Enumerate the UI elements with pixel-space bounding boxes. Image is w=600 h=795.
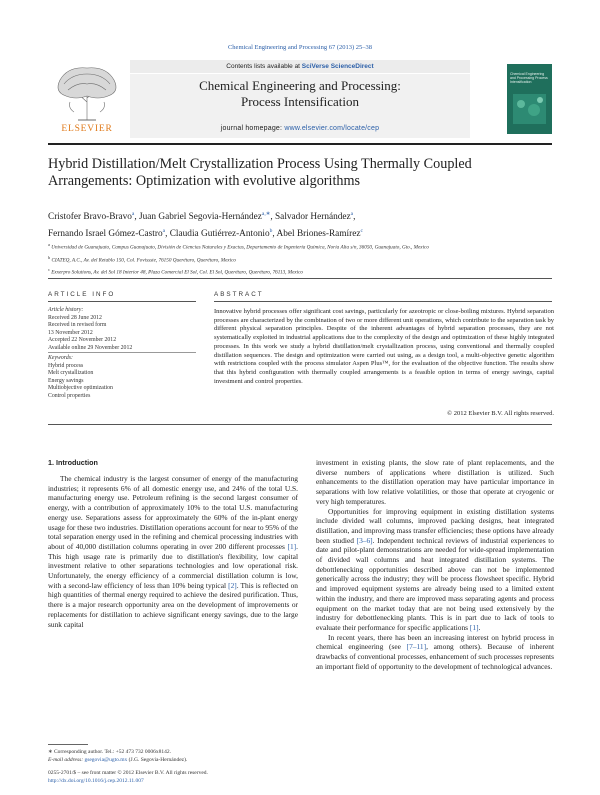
abstract-text: Innovative hybrid processes offer significant cost savings, particularly for azeotropic or close-boiling mixtures. Hybrid separation processes are characterized by the combination of two or more different unit operations, which contribute to the separation task by different physical separation principles. Despite of the inherent advantages of hybrid separation processes, they are not systematically exploited in industrial applications due to the complexity of the design and optimization of these highly integrated processes. In this work we study a hybrid distillation/melt crystallization process, using conventional and thermally coupled distillation sequences. The design and optimization were carried out using, as a design tool, a multi-objective genetic algorithm with restrictions coupled with the process simulator Aspen Plus™, for the evaluation of the objective function. The results show that this hybrid configuration with thermally coupled arrangements is a feasible option in terms of energy savings, capital investment and control properties.: [214, 308, 554, 385]
elsevier-wordmark: ELSEVIER: [61, 124, 113, 134]
elsevier-logo: [48, 62, 126, 138]
history-label: Article history:: [48, 307, 84, 313]
article-history: [48, 307, 196, 353]
author-list: [48, 208, 552, 241]
journal-homepage: [130, 125, 470, 132]
article-title: [48, 156, 548, 190]
body-column-right: [316, 458, 554, 671]
email-note: E-mail address: gsegovia@ugto.mx (J.G. Segovia-Hernández).: [48, 756, 188, 763]
abstract-bottom-rule: [48, 424, 552, 425]
front-matter: [48, 770, 298, 785]
journal-title: [130, 78, 470, 109]
author-line-2: Fernando Israel Gómez-Castro$^a$, Claudia Gutiérrez-Antonio$^b$, Abel Briones-Ramírez$^c$: [48, 227, 363, 239]
issn-line: 0255-2701/$ – see front matter © 2012 Elsevier B.V. All rights reserved.: [48, 770, 208, 776]
email-link[interactable]: gsegovia@ugto.mx: [84, 756, 128, 763]
author[interactable]: Fernando Israel Gómez-Castro$^a$: [48, 227, 166, 239]
keyword: Multiobjective optimization: [48, 385, 113, 392]
doi-link[interactable]: http://dx.doi.org/10.1016/j.cep.2012.11.007: [48, 777, 144, 784]
keywords: [48, 355, 196, 401]
keywords-label: Keywords:: [48, 355, 73, 361]
section-heading-introduction: 1. Introduction: [48, 458, 98, 467]
elsevier-tree-icon: [48, 62, 126, 122]
affiliation: $^a$ Universidad de Guanajuato, Campus Guanajuato, División de Ciencias Naturales y Exactas, Departamento de Ingeniería Química, Noria Alta s/n, 36050, Guanajuato, Gto., Mexico: [48, 242, 429, 251]
author[interactable]: Claudia Gutiérrez-Antonio$^b$: [169, 227, 273, 239]
journal-cover-thumbnail: [507, 64, 552, 134]
author[interactable]: Juan Gabriel Segovia-Hernández$^{a,∗}$: [139, 211, 271, 223]
contents-available-strip: [130, 60, 470, 73]
author[interactable]: Cristofer Bravo-Bravo$^a$: [48, 211, 135, 223]
journal-title-line2: Process Intensification: [240, 93, 360, 109]
history-item: 13 November 2012: [48, 329, 93, 336]
keyword: Melt crystallization: [48, 370, 94, 377]
footnote-rule: [48, 744, 88, 745]
paragraph: In recent years, there has been an increasing interest on hybrid process in chemical engineering (see [7–11], among others). Because of inherent drawbacks of conventional processes, enhancement of such processes represents an important field of opportunity to the development of technological advances.: [316, 632, 554, 671]
corresponding-author-note: ∗ Corresponding author. Tel.: +52 473 732 0006x8142.: [48, 749, 172, 755]
affiliation-rule: [48, 278, 552, 279]
paragraph: investment in existing plants, the slow rate of plant replacements, and the diverse numbers of applications where distillation is utilized. Such enhancements to the distillation operation may have particular importance in separations with low relative volatilities, or those that operate at cryogenic or very high temperatures.: [316, 458, 554, 506]
affiliation: $^c$ Exxerpro Solutions, Av. del Sol 18 Interior 48, Plaza Comercial El Sol, Col. El Sol, Querétaro, Querétaro, 76113, Mexico: [48, 267, 304, 277]
paragraph: The chemical industry is the largest consumer of energy of the manufacturing industries; it represents 6% of all domestic energy use, and 24% of the total U.S. manufacturing energy use. Petroleum refining is the second largest consumer of energy, with a contribution of approximately 10% to the total U.S. manufacturing energy use. Separations assess for approximately the 60% of the in-plant energy usage for these two industries. Distillation operations account for near to 95% of the total separation energy used in the refining and chemical processing industries with about of 40,000 distillation columns operating in over 200 different processes [1]. This high usage rate is primarily due to distillation's flexibility, low capital investment relative to other separations technologies and low operational risk. Unfortunately, the energy efficiency of a commercial distillation column is low, with a second-law efficiency of less than 10% being typical [2]. This is reflected on high quantities of thermal energy required to achieve the desired purification. Thus, there is a major research opportunity area on the development of improvements or replacements for distillation to achieve significant energy savings, due to the large sunk capital: [48, 474, 298, 629]
history-item: Received in revised form: [48, 322, 107, 329]
keywords-rule: [48, 352, 196, 353]
journal-header: [48, 60, 552, 138]
article-info-heading: ARTICLE INFO: [48, 291, 116, 298]
citation-link[interactable]: [2]: [228, 580, 237, 590]
article-title-line2: Arrangements: Optimization with evolutive algorithms: [48, 173, 361, 189]
article-info-rule: [48, 301, 196, 302]
keyword: Energy savings: [48, 377, 84, 384]
citation-link[interactable]: [1]: [287, 541, 297, 551]
copyright-notice: © 2012 Elsevier B.V. All rights reserved.: [447, 410, 554, 417]
keyword: Hybrid process: [48, 362, 84, 369]
abstract-heading: ABSTRACT: [214, 291, 264, 298]
article-title-line1: Hybrid Distillation/Melt Crystallization Process Using Thermally Coupled: [48, 156, 472, 172]
body-column-left: [48, 474, 298, 629]
footnote: [48, 749, 298, 764]
citation-link[interactable]: [3–6]: [356, 535, 373, 545]
paragraph: Opportunities for improving equipment in existing distillation systems include divided wall columns, improved packing designs, heat integrated distillation, and improving mass transfer efficiencies; these options have already been studied [3–6]. Independent technical reviews of industrial experiences to date and pilot-plant demonstrations are needed for wide-spread implementation of divided wall columns and heat integrated distillation systems. The debottlenecking opportunities described above can not be implemented generically across the industry; they will be process flowsheet specific. Hybrid and improved equipment systems are already being used to a limited extent within the industry, and there are improved mass separating agents and process equipment on the market today that are not being used extensively by the industry for debottlenecking plants. This is in part due to lack of tools to evaluate their performance for specific applications [1].: [316, 506, 554, 632]
history-item: Received 28 June 2012: [48, 314, 102, 321]
citation-link[interactable]: [1]: [469, 622, 479, 632]
history-item: Available online 29 November 2012: [48, 344, 133, 351]
history-item: Accepted 22 November 2012: [48, 337, 117, 344]
cover-title: Chemical Engineering and Processing Process Intensification: [510, 72, 548, 84]
author[interactable]: Salvador Hernández$^a$: [275, 211, 354, 223]
cover-pattern-icon: [507, 64, 552, 134]
affiliations: [48, 240, 552, 278]
journal-title-line1: Chemical Engineering and Processing:: [199, 78, 401, 93]
homepage-label: journal homepage:: [220, 125, 285, 132]
header-rule: [48, 143, 552, 145]
author[interactable]: Abel Briones-Ramírez$^c$: [276, 227, 363, 239]
citation-link[interactable]: [7–11]: [406, 642, 427, 652]
contents-prefix: Contents lists available at: [226, 63, 302, 70]
homepage-link[interactable]: www.elsevier.com/locate/cep: [284, 125, 380, 132]
keyword: Control properties: [48, 392, 91, 399]
abstract-rule: [214, 301, 552, 302]
journal-citation[interactable]: Chemical Engineering and Processing 67 (2013) 25–38: [227, 44, 373, 51]
sciencedirect-link[interactable]: SciVerse ScienceDirect: [301, 63, 374, 70]
affiliation: $^b$ CIATEQ, A.C., Av. del Retablo 150, Col. Fovissste, 76150 Querétaro, Querétaro, Mexico: [48, 254, 237, 264]
author-line-1: Cristofer Bravo-Bravo$^a$, Juan Gabriel Segovia-Hernández$^{a,∗}$, Salvador Hernández$^a$,: [48, 211, 356, 223]
